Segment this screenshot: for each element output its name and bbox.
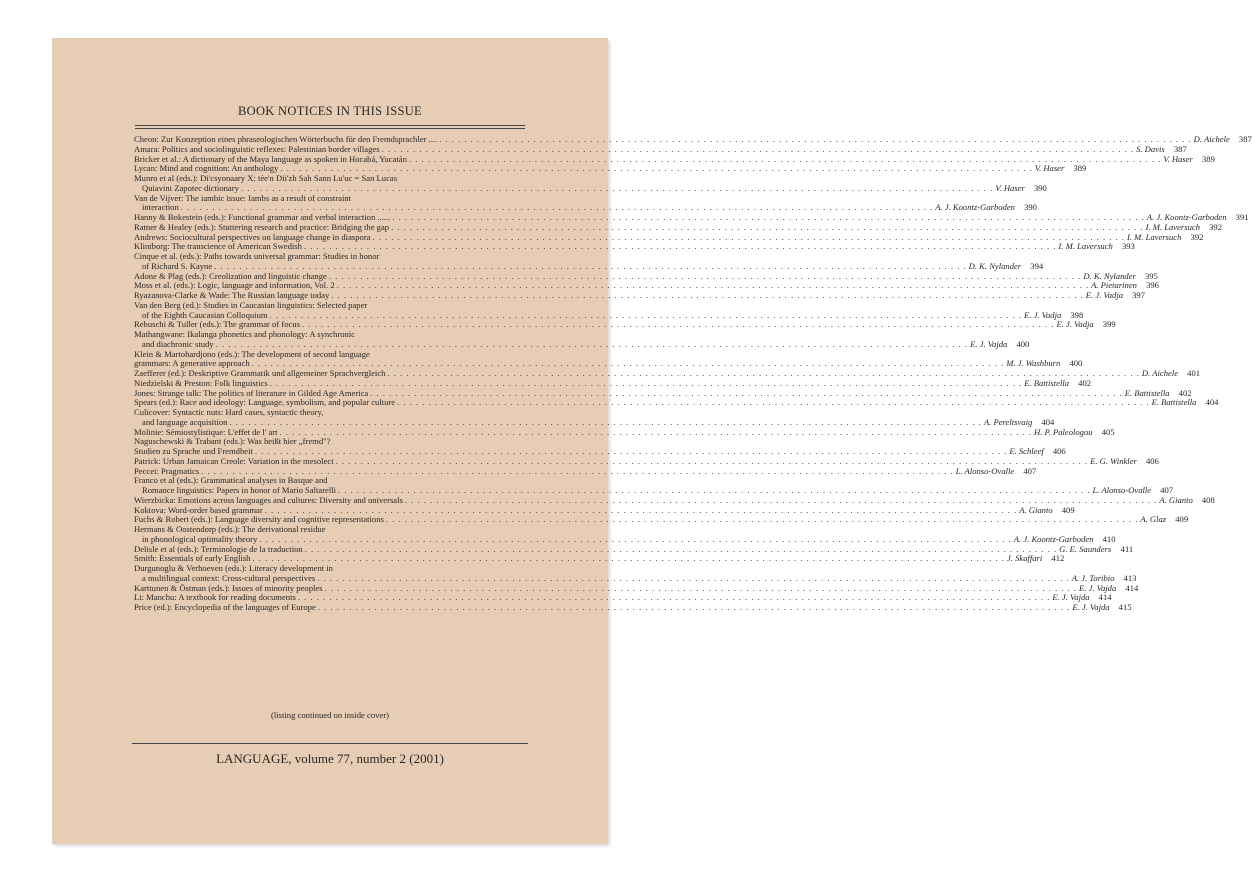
- reviewer-name: E. J. Vajda: [1072, 602, 1110, 612]
- dot-leader: . . . . . . . . . . . . . . . . . . . . . . . . . . . . . . . . . . . . . . . . . . . . . . . . . . . . . . . . . . . . . . . . . . . . . . . . . . . . . . . . . . . . . . . . . . . . . . . . . . . . . . . . . . . . . . . . . . . . . . . .: [391, 221, 1144, 232]
- notice-title: in phonological optimality theory: [142, 533, 258, 544]
- page-number: 407: [1160, 485, 1174, 495]
- continued-note: (listing continued on inside cover): [271, 710, 389, 720]
- dot-leader: . . . . . . . . . . . . . . . . . . . . . . . . . . . . . . . . . . . . . . . . . . . . . . . . . . . . . . . . . . . . . . . . . . . . . . . . . . . . . . . . . . . . . . . . . . . . . . . . . . . . . . . . . . . . . . . . . . . . . . . .: [335, 455, 1089, 466]
- notice-title: Wierzbicka: Emotions across languages and cultures: Diversity and universals: [134, 494, 403, 505]
- dot-leader: . . . . . . . . . . . . . . . . . . . . . . . . . . . . . . . . . . . . . . . . . . . . . . . . . . . . . . . . . . . . . . . . . . . . . . . . . . . . . . . . . . . . . . . . . . . . . . . . . . . . . . . . . . . . . . . . . . . . . . . .: [336, 280, 1090, 291]
- notice-title: Niedzielski & Preston: Folk linguistics: [134, 377, 268, 388]
- book-notice-entry: [134, 192, 1037, 214]
- notice-title: Munro et al (eds.): Di'csyonaary X: tèe'n Dii'zh Sah Sann Lu'uc = San Lucas: [134, 173, 398, 183]
- dot-leader: . . . . . . . . . . . . . . . . . . . . . . . . . . . . . . . . . . . . . . . . . . . . . . . . . . . . . . . . . . . . . . . . . . . . . . . . . . . . . . . . . . . . . . . . . . . . . . . . . . . . . . . . . . . . . . . . . . . . . . . .: [252, 553, 1005, 564]
- dot-leader: . . . . . . . . . . . . . . . . . . . . . . . . . . . . . . . . . . . . . . . . . . . . . . . . . . . . . . . . . . . . . . . . . . . . . . . . . . . . . . . . . . . . . . . . . . . . . . . . . . . . . . . . . . . . . . . . . . . . . . . .: [301, 319, 1055, 330]
- notice-title: Klein & Martohardjono (eds.): The development of second language: [134, 348, 370, 359]
- notice-title: Koktova: Word-order based grammar: [134, 504, 263, 515]
- dot-leader: . . . . . . . . . . . . . . . . . . . . . . . . . . . . . . . . . . . . . . . . . . . . . . . . . . . . . . . . . . . . . . . . . . . . . . . . . . . . . . . . . . . . . . . . . . . . . . . . . . . . . . . . . . . . . . . . . . . . . . . .: [240, 182, 994, 193]
- reviewer-name: G. E. Saunders: [1059, 543, 1112, 554]
- notice-title: Quiavini Zapotec dictionary: [142, 182, 239, 193]
- dot-leader: . . . . . . . . . . . . . . . . . . . . . . . . . . . . . . . . . . . . . . . . . . . . . . . . . . . . . . . . . . . . . . . . . . . . . . . . . . . . . . . . . . . . . . . . . . . . . . . . . . . . . . . . . . . . . . . . . . . . . . . .: [279, 426, 1033, 437]
- page-number: 406: [1052, 446, 1066, 456]
- notice-title: interaction: [142, 202, 179, 213]
- dot-leader: . . . . . . . . . . . . . . . . . . . . . . . . . . . . . . . . . . . . . . . . . . . . . . . . . . . . . . . . . . . . . . . . . . . . . . . . . . . . . . . . . . . . . . . . . . . . . . . . . . . . . . . . . . . . . . . . . . . . . . . .: [269, 377, 1023, 388]
- notice-title: Karttunen & Östman (eds.): Issues of minority peoples: [134, 582, 323, 593]
- notice-title: Fuchs & Robert (eds.): Language diversity and cognitive representations: [134, 514, 384, 525]
- dot-leader: . . . . . . . . . . . . . . . . . . . . . . . . . . . . . . . . . . . . . . . . . . . . . . . . . . . . . . . . . . . . . . . . . . . . . . . . . . . . . . . . . . . . . . . . . . . . . . . . . . . . . . . . . . . . . . . . . . . . . . . .: [439, 134, 1192, 144]
- dot-leader: . . . . . . . . . . . . . . . . . . . . . . . . . . . . . . . . . . . . . . . . . . . . . . . . . . . . . . . . . . . . . . . . . . . . . . . . . . . . . . . . . . . . . . . . . . . . . . . . . . . . . . . . . . . . . . . . . . . . . . . .: [387, 368, 1140, 378]
- page-number: 406: [1145, 455, 1159, 466]
- reviewer-name: A. J. Koontz-Garboden: [1146, 212, 1227, 222]
- page-number: 393: [1121, 241, 1135, 252]
- page-number: 408: [1201, 494, 1215, 505]
- page-number: 412: [1051, 553, 1065, 564]
- dot-leader: . . . . . . . . . . . . . . . . . . . . . . . . . . . . . . . . . . . . . . . . . . . . . . . . . . . . . . . . . . . . . . . . . . . . . . . . . . . . . . . . . . . . . . . . . . . . . . . . . . . . . . . . . . . . . . . . . . . . . . . .: [392, 212, 1145, 222]
- notice-title: Cheon: Zur Konzeption eines phraseologischen Wörterbuchs für den Fremdsprachler ....: [134, 134, 438, 144]
- notice-title: Franco et al (eds.): Grammatical analyses in Basque and: [134, 475, 328, 486]
- notice-title: Naguschewski & Trabant (eds.): Was heißt hier „fremd"?: [134, 436, 331, 447]
- notice-title: Cinque et al. (eds.): Paths towards universal grammar: Studies in honor: [134, 251, 380, 261]
- reviewer-name: E. J. Vadja: [1024, 309, 1062, 320]
- reviewer-name: M. J. Washburn: [1006, 358, 1061, 369]
- book-notices-list: [134, 134, 1252, 613]
- page-number: 402: [1078, 377, 1092, 388]
- notice-title: Van den Berg (ed.): Studies in Caucasian linguistics: Selected paper: [134, 299, 368, 310]
- book-notice-entry: [134, 436, 1066, 457]
- footer-rule: [132, 743, 528, 744]
- notice-title: Mathangwane: Ikalanga phonetics and phonology: A synchronic: [134, 329, 355, 339]
- notice-title: a multilingual context: Cross-cultural perspectives: [142, 572, 316, 583]
- page-number: 415: [1118, 602, 1132, 612]
- reviewer-name: E. J. Vadja: [1085, 290, 1124, 300]
- page-number: 402: [1178, 387, 1192, 398]
- page-number: 414: [1125, 582, 1139, 593]
- dot-leader: . . . . . . . . . . . . . . . . . . . . . . . . . . . . . . . . . . . . . . . . . . . . . . . . . . . . . . . . . . . . . . . . . . . . . . . . . . . . . . . . . . . . . . . . . . . . . . . . . . . . . . . . . . . . . . . . . . . . . . . .: [201, 465, 954, 476]
- dot-leader: . . . . . . . . . . . . . . . . . . . . . . . . . . . . . . . . . . . . . . . . . . . . . . . . . . . . . . . . . . . . . . . . . . . . . . . . . . . . . . . . . . . . . . . . . . . . . . . . . . . . . . . . . . . . . . . . . . . . . . . .: [324, 582, 1078, 593]
- notice-title: Rebuschi & Tuller (eds.): The grammar of focus: [134, 319, 300, 330]
- book-notice-entry: [134, 173, 1047, 194]
- reviewer-name: E. G. Winkler: [1090, 455, 1137, 466]
- reviewer-name: V. Haser: [1034, 163, 1065, 174]
- notice-title: Zaefferer (ed.): Deskriptive Grammatik und allgemeiner Sprachvergleich: [134, 368, 386, 378]
- reviewer-name: E. Battistella: [1151, 397, 1197, 408]
- page-number: 392: [1209, 221, 1222, 232]
- book-notice-entry: [134, 407, 1055, 428]
- notice-title: Moss et al. (eds.): Logic, language and information, Vol. 2: [134, 280, 335, 291]
- page-number: 400: [1069, 358, 1083, 369]
- notice-title: Van de Vijver: The iambic issue: Iambs as a result of constraint: [134, 192, 352, 203]
- page-number: 394: [1030, 260, 1044, 271]
- reviewer-name: D. K. Nylander: [1083, 270, 1136, 281]
- page-number: 395: [1144, 270, 1158, 281]
- reviewer-name: V. Haser: [995, 182, 1025, 193]
- journal-citation: LANGUAGE, volume 77, number 2 (2001): [216, 751, 444, 766]
- reviewer-name: E. J. Vajda: [1079, 582, 1117, 593]
- page-number: 397: [1132, 290, 1146, 300]
- notice-title: Ratner & Healey (eds.): Stuttering research and practice: Bridging the gap: [134, 221, 390, 232]
- dot-leader: . . . . . . . . . . . . . . . . . . . . . . . . . . . . . . . . . . . . . . . . . . . . . . . . . . . . . . . . . . . . . . . . . . . . . . . . . . . . . . . . . . . . . . . . . . . . . . . . . . . . . . . . . . . . . . . . . . . . . . . .: [214, 260, 967, 271]
- page-number: 413: [1123, 572, 1137, 583]
- dot-leader: . . . . . . . . . . . . . . . . . . . . . . . . . . . . . . . . . . . . . . . . . . . . . . . . . . . . . . . . . . . . . . . . . . . . . . . . . . . . . . . . . . . . . . . . . . . . . . . . . . . . . . . . . . . . . . . . . . . . . . . .: [251, 358, 1005, 369]
- book-notice-entry: [134, 251, 1044, 272]
- reviewer-name: I. M. Laversuch: [1058, 241, 1113, 252]
- notice-title: Lycan: Mind and cognition: An anthology: [134, 163, 279, 174]
- notice-title: of the Eighth Caucasian Colloquium: [142, 309, 268, 320]
- dot-leader: . . . . . . . . . . . . . . . . . . . . . . . . . . . . . . . . . . . . . . . . . . . . . . . . . . . . . . . . . . . . . . . . . . . . . . . . . . . . . . . . . . . . . . . . . . . . . . . . . . . . . . . . . . . . . . . . . . . . . . . .: [269, 309, 1023, 320]
- notice-title: and diachronic study: [142, 338, 214, 349]
- notice-title: Durgunoglu & Verhoeven (eds.): Literacy development in: [134, 563, 333, 573]
- dot-leader: . . . . . . . . . . . . . . . . . . . . . . . . . . . . . . . . . . . . . . . . . . . . . . . . . . . . . . . . . . . . . . . . . . . . . . . . . . . . . . . . . . . . . . . . . . . . . . . . . . . . . . . . . . . . . . . . . . . . . . . .: [381, 143, 1135, 154]
- notice-title-line: [134, 602, 1132, 613]
- book-notice-entry: [134, 524, 1116, 545]
- reviewer-name: D. K. Nylander: [968, 260, 1022, 271]
- book-notice-entry: [134, 475, 1174, 496]
- dot-leader: . . . . . . . . . . . . . . . . . . . . . . . . . . . . . . . . . . . . . . . . . . . . . . . . . . . . . . . . . . . . . . . . . . . . . . . . . . . . . . . . . . . . . . . . . . . . . . . . . . . . . . . . . . . . . . . . . . . . . . . .: [280, 163, 1033, 174]
- reviewer-name: I. M. Laversuch: [1145, 221, 1200, 232]
- reviewer-name: J. Skaffari: [1006, 553, 1043, 564]
- reviewer-name: A. Glaz: [1140, 514, 1167, 525]
- notice-title: Bricker et al.: A dictionary of the Maya language as spoken in Hocabá, Yucatán: [134, 153, 407, 164]
- dot-leader: . . . . . . . . . . . . . . . . . . . . . . . . . . . . . . . . . . . . . . . . . . . . . . . . . . . . . . . . . . . . . . . . . . . . . . . . . . . . . . . . . . . . . . . . . . . . . . . . . . . . . . . . . . . . . . . . . . . . . . . .: [229, 416, 982, 427]
- notice-title: Andrews: Sociocultural perspectives on language change in diaspora: [134, 231, 371, 242]
- reviewer-name: V. Haser: [1163, 153, 1193, 164]
- dot-leader: . . . . . . . . . . . . . . . . . . . . . . . . . . . . . . . . . . . . . . . . . . . . . . . . . . . . . . . . . . . . . . . . . . . . . . . . . . . . . . . . . . . . . . . . . . . . . . . . . . . . . . . . . . . . . . . . . . . . . . . .: [317, 602, 1071, 612]
- reviewer-name: S. Davis: [1136, 143, 1165, 154]
- page-number: 407: [1023, 465, 1037, 476]
- notice-title: Jones: Strange talk: The politics of literature in Gilded Age America: [134, 387, 369, 398]
- dot-leader: . . . . . . . . . . . . . . . . . . . . . . . . . . . . . . . . . . . . . . . . . . . . . . . . . . . . . . . . . . . . . . . . . . . . . . . . . . . . . . . . . . . . . . . . . . . . . . . . . . . . . . . . . . . . . . . . . . . . . . . .: [264, 504, 1018, 515]
- page-number: 390: [1024, 202, 1037, 213]
- dot-leader: . . . . . . . . . . . . . . . . . . . . . . . . . . . . . . . . . . . . . . . . . . . . . . . . . . . . . . . . . . . . . . . . . . . . . . . . . . . . . . . . . . . . . . . . . . . . . . . . . . . . . . . . . . . . . . . . . . . . . . . .: [370, 387, 1123, 398]
- book-notice-entry: [134, 563, 1137, 584]
- page-number: 387: [1238, 134, 1252, 144]
- reviewer-name: A. J. Koontz-Garboden: [1013, 533, 1094, 544]
- notice-title: Romance linguistics: Papers in honor of Mario Saltarelli: [142, 485, 337, 495]
- page-number: 398: [1070, 309, 1084, 320]
- page-number: 414: [1098, 592, 1112, 603]
- notice-title: Smith: Essentials of early English: [134, 553, 251, 564]
- dot-leader: . . . . . . . . . . . . . . . . . . . . . . . . . . . . . . . . . . . . . . . . . . . . . . . . . . . . . . . . . . . . . . . . . . . . . . . . . . . . . . . . . . . . . . . . . . . . . . . . . . . . . . . . . . . . . . . . . . . . . . . .: [259, 533, 1012, 544]
- notice-title: Peccei: Pragmatics: [134, 465, 200, 476]
- notice-title: Ryazanova-Clarke & Wade: The Russian language today: [134, 290, 330, 300]
- page-heading: BOOK NOTICES IN THIS ISSUE: [238, 104, 422, 118]
- heading-double-rule: [135, 125, 525, 129]
- notice-title: Studien zu Sprache und Fremdheit: [134, 446, 253, 456]
- reviewer-name: A. Gianto: [1159, 494, 1193, 505]
- book-notice-entry: [134, 329, 1030, 350]
- dot-leader: . . . . . . . . . . . . . . . . . . . . . . . . . . . . . . . . . . . . . . . . . . . . . . . . . . . . . . . . . . . . . . . . . . . . . . . . . . . . . . . . . . . . . . . . . . . . . . . . . . . . . . . . . . . . . . . . . . . . . . . .: [254, 446, 1008, 456]
- notice-title: Hermans & Oostendorp (eds.): The derivational residue: [134, 524, 326, 534]
- dot-leader: . . . . . . . . . . . . . . . . . . . . . . . . . . . . . . . . . . . . . . . . . . . . . . . . . . . . . . . . . . . . . . . . . . . . . . . . . . . . . . . . . . . . . . . . . . . . . . . . . . . . . . . . . . . . . . . . . . . . . . . .: [408, 153, 1162, 164]
- notice-title: of Richard S. Kayne: [142, 260, 213, 271]
- notice-title: Molinie: Sémiostylistique: L'effet de l' art: [134, 426, 278, 437]
- notice-title: Price (ed.): Encyclopedia of the languages of Europe: [134, 602, 316, 612]
- reviewer-name: A. Pereltsvaig: [983, 416, 1033, 427]
- page-number: 389: [1073, 163, 1087, 174]
- reviewer-name: A. Pietarinen: [1091, 280, 1137, 291]
- page-number: 409: [1175, 514, 1189, 525]
- reviewer-name: E. Battistella: [1124, 387, 1170, 398]
- reviewer-name: I. M. Laversuch: [1126, 231, 1182, 242]
- reviewer-name: H. P. Paleologou: [1034, 426, 1093, 437]
- notice-title: Patrick: Urban Jamaican Creole: Variation in the mesolect: [134, 455, 334, 466]
- dot-leader: . . . . . . . . . . . . . . . . . . . . . . . . . . . . . . . . . . . . . . . . . . . . . . . . . . . . . . . . . . . . . . . . . . . . . . . . . . . . . . . . . . . . . . . . . . . . . . . . . . . . . . . . . . . . . . . . . . . . . . . .: [372, 231, 1125, 242]
- book-notice-entry: [134, 299, 1084, 321]
- notice-title: and language acquisition: [142, 416, 228, 427]
- reviewer-name: E. J. Vadja: [1056, 319, 1094, 330]
- notice-title: Culicover: Syntactic nuts: Hard cases, syntactic theory,: [134, 407, 324, 417]
- journal-back-cover: [52, 38, 1252, 844]
- notice-title: Delisle et al (eds.): Terminologie de la traduction: [134, 543, 303, 554]
- dot-leader: . . . . . . . . . . . . . . . . . . . . . . . . . . . . . . . . . . . . . . . . . . . . . . . . . . . . . . . . . . . . . . . . . . . . . . . . . . . . . . . . . . . . . . . . . . . . . . . . . . . . . . . . . . . . . . . . . . . . . . . .: [180, 202, 934, 213]
- notice-title: Hanny & Bokestein (eds.): Functional grammar and verbal interaction ......: [134, 212, 391, 222]
- reviewer-name: D. Aichele: [1141, 368, 1179, 378]
- dot-leader: . . . . . . . . . . . . . . . . . . . . . . . . . . . . . . . . . . . . . . . . . . . . . . . . . . . . . . . . . . . . . . . . . . . . . . . . . . . . . . . . . . . . . . . . . . . . . . . . . . . . . . . . . . . . . . . . . . . . . . . .: [297, 592, 1051, 603]
- reviewer-name: D. Aichele: [1193, 134, 1230, 144]
- page-number: 405: [1101, 426, 1115, 437]
- reviewer-name: E. J. Vajda: [970, 338, 1008, 349]
- reviewer-name: A. Gianto: [1019, 504, 1053, 515]
- page-number: 389: [1201, 153, 1215, 164]
- page-number: 401: [1187, 368, 1201, 378]
- reviewer-name: E. J. Vajda: [1052, 592, 1090, 603]
- notice-title: Klintborg: The transcience of American Swedish: [134, 241, 302, 252]
- page-number: 392: [1190, 231, 1204, 242]
- dot-leader: . . . . . . . . . . . . . . . . . . . . . . . . . . . . . . . . . . . . . . . . . . . . . . . . . . . . . . . . . . . . . . . . . . . . . . . . . . . . . . . . . . . . . . . . . . . . . . . . . . . . . . . . . . . . . . . . . . . . . . . .: [303, 241, 1057, 252]
- page-number: 404: [1041, 416, 1055, 427]
- notice-title: Li: Manchu: A textbook for reading documents: [134, 592, 296, 603]
- dot-leader: . . . . . . . . . . . . . . . . . . . . . . . . . . . . . . . . . . . . . . . . . . . . . . . . . . . . . . . . . . . . . . . . . . . . . . . . . . . . . . . . . . . . . . . . . . . . . . . . . . . . . . . . . . . . . . . . . . . . . . . .: [304, 543, 1058, 554]
- page-number: 410: [1102, 533, 1116, 544]
- reviewer-name: E. Schleef: [1009, 446, 1044, 456]
- reviewer-name: A. J. Toribio: [1071, 572, 1115, 583]
- page-number: 411: [1120, 543, 1134, 554]
- reviewer-name: E. Battistella: [1024, 377, 1070, 388]
- notice-title: Adone & Plag (eds.): Creolization and linguistic change: [134, 270, 327, 281]
- page-number: 390: [1033, 182, 1047, 193]
- notice-title: Amara: Politics and sociolinguistic reflexes: Palestinian border villages: [134, 143, 380, 154]
- dot-leader: . . . . . . . . . . . . . . . . . . . . . . . . . . . . . . . . . . . . . . . . . . . . . . . . . . . . . . . . . . . . . . . . . . . . . . . . . . . . . . . . . . . . . . . . . . . . . . . . . . . . . . . . . . . . . . . . . . . . . . . .: [215, 338, 969, 349]
- dot-leader: . . . . . . . . . . . . . . . . . . . . . . . . . . . . . . . . . . . . . . . . . . . . . . . . . . . . . . . . . . . . . . . . . . . . . . . . . . . . . . . . . . . . . . . . . . . . . . . . . . . . . . . . . . . . . . . . . . . . . . . .: [404, 494, 1158, 505]
- notice-title: grammars: A generative approach: [134, 358, 250, 369]
- dot-leader: . . . . . . . . . . . . . . . . . . . . . . . . . . . . . . . . . . . . . . . . . . . . . . . . . . . . . . . . . . . . . . . . . . . . . . . . . . . . . . . . . . . . . . . . . . . . . . . . . . . . . . . . . . . . . . . . . . . . . . . .: [328, 270, 1082, 281]
- page-number: 387: [1173, 143, 1187, 154]
- dot-leader: . . . . . . . . . . . . . . . . . . . . . . . . . . . . . . . . . . . . . . . . . . . . . . . . . . . . . . . . . . . . . . . . . . . . . . . . . . . . . . . . . . . . . . . . . . . . . . . . . . . . . . . . . . . . . . . . . . . . . . . .: [385, 514, 1139, 525]
- book-notice-entry: [134, 602, 1132, 613]
- book-notice-entry: [134, 348, 1083, 370]
- notice-title: Spears (ed.): Race and ideology: Language, symbolism, and popular culture: [134, 397, 396, 408]
- page-number: 400: [1016, 338, 1030, 349]
- dot-leader: . . . . . . . . . . . . . . . . . . . . . . . . . . . . . . . . . . . . . . . . . . . . . . . . . . . . . . . . . . . . . . . . . . . . . . . . . . . . . . . . . . . . . . . . . . . . . . . . . . . . . . . . . . . . . . . . . . . . . . . .: [338, 485, 1091, 495]
- reviewer-name: L. Alonso-Ovalle: [1092, 485, 1152, 495]
- dot-leader: . . . . . . . . . . . . . . . . . . . . . . . . . . . . . . . . . . . . . . . . . . . . . . . . . . . . . . . . . . . . . . . . . . . . . . . . . . . . . . . . . . . . . . . . . . . . . . . . . . . . . . . . . . . . . . . . . . . . . . . .: [397, 397, 1150, 408]
- reviewer-name: L. Alonso-Ovalle: [955, 465, 1015, 476]
- reviewer-name: A. J. Koontz-Garboden: [935, 202, 1015, 213]
- page-number: 399: [1102, 319, 1116, 330]
- dot-leader: . . . . . . . . . . . . . . . . . . . . . . . . . . . . . . . . . . . . . . . . . . . . . . . . . . . . . . . . . . . . . . . . . . . . . . . . . . . . . . . . . . . . . . . . . . . . . . . . . . . . . . . . . . . . . . . . . . . . . . . .: [331, 290, 1084, 300]
- dot-leader: . . . . . . . . . . . . . . . . . . . . . . . . . . . . . . . . . . . . . . . . . . . . . . . . . . . . . . . . . . . . . . . . . . . . . . . . . . . . . . . . . . . . . . . . . . . . . . . . . . . . . . . . . . . . . . . . . . . . . . . .: [317, 572, 1070, 583]
- page-number: 404: [1205, 397, 1219, 408]
- page-number: 409: [1061, 504, 1075, 515]
- page-number: 391: [1235, 212, 1249, 222]
- page-number: 396: [1146, 280, 1159, 291]
